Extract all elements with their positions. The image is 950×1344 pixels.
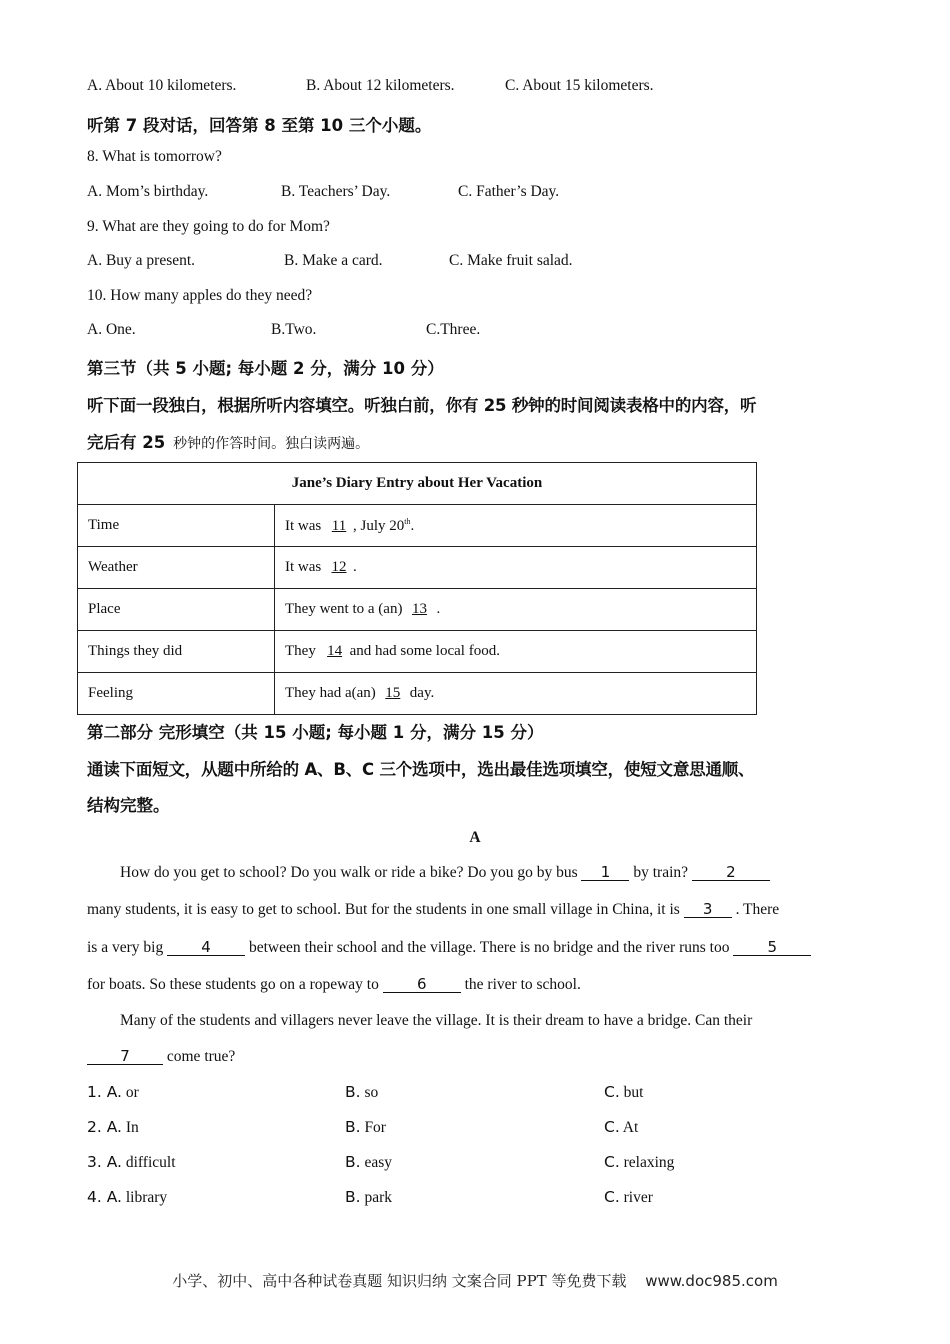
dialog7-instruction: 听第 7 段对话，回答第 8 至第 10 三个小题。 [87, 116, 432, 135]
cloze-blank-6[interactable]: 6 [383, 976, 461, 993]
passage-text: . There [731, 901, 780, 918]
q8-option-b: B. Teachers’ Day. [281, 183, 391, 200]
row-text-pre: It was [285, 517, 325, 534]
option-b[interactable]: park [364, 1189, 392, 1206]
page-footer [0, 1270, 950, 1291]
table-row [78, 547, 757, 589]
section3-instruction-2a: 完后有 25 [87, 433, 166, 452]
diary-table-header-row [78, 463, 757, 505]
passage-line-2 [87, 901, 779, 919]
q8-question: 8. What is tomorrow? [87, 148, 222, 165]
option-number: 4. A. [87, 1188, 122, 1206]
section3-instruction-2b: 秒钟的作答时间。独白读两遍。 [173, 436, 370, 452]
passage-line-4 [87, 976, 581, 994]
option-b-label: B. [345, 1083, 361, 1101]
cloze-blank-4[interactable]: 4 [167, 939, 245, 956]
option-c-label: C. [604, 1188, 620, 1206]
part2-title: 第二部分 完形填空（共 15 小题; 每小题 1 分，满分 15 分） [87, 723, 544, 742]
option-c-label: C. [604, 1118, 620, 1136]
q9-question: 9. What are they going to do for Mom? [87, 218, 330, 235]
table-row-value [275, 505, 757, 547]
diary-table-title: Jane’s Diary Entry about Her Vacation [78, 463, 757, 505]
table-row [78, 589, 757, 631]
passage-text: many students, it is easy to get to school. But for the students in one small village in China, it is [87, 901, 684, 918]
passage-title: A [469, 829, 481, 846]
table-row-key: Place [78, 589, 275, 631]
option-c-label: C. [604, 1153, 620, 1171]
answer-blank-15[interactable]: 15 [385, 685, 401, 701]
part2-instruction-1: 通读下面短文，从题中所给的 A、B、C 三个选项中，选出最佳选项填空，使短文意思通顺、 [87, 760, 755, 779]
row-text-end: . [410, 517, 415, 534]
table-row-value [275, 547, 757, 589]
table-row [78, 631, 757, 673]
option-b-label: B. [345, 1188, 361, 1206]
passage-text: for boats. So these students go on a ropeway to [87, 976, 383, 993]
option-a[interactable]: library [125, 1189, 168, 1206]
row-text-pre: It was [285, 559, 325, 575]
cloze-blank-7[interactable]: 7 [87, 1048, 163, 1065]
passage-line-6 [87, 1048, 235, 1066]
q8-option-c: C. Father’s Day. [458, 183, 560, 200]
passage-text: by train? [629, 864, 692, 881]
row-text-post: . [436, 601, 441, 617]
table-row [78, 505, 757, 547]
option-b[interactable]: For [364, 1119, 386, 1136]
q7-option-c: C. About 15 kilometers. [505, 77, 654, 94]
option-c-label: C. [604, 1083, 620, 1101]
q7-option-a: A. About 10 kilometers. [87, 77, 237, 94]
passage-text: the river to school. [460, 976, 581, 993]
table-row-key: Feeling [78, 673, 275, 715]
option-b-label: B. [345, 1118, 361, 1136]
q10-option-c: C.Three. [426, 321, 481, 338]
row-text-post: and had some local food. [349, 643, 500, 659]
table-row-value [275, 589, 757, 631]
row-text-pre: They went to a (an) [285, 601, 403, 617]
cloze-blank-1[interactable]: 1 [581, 864, 629, 881]
footer-text: 小学、初中、高中各种试卷真题 知识归纳 文案合同 PPT 等免费下载 [172, 1272, 627, 1290]
row-text-pre: They [285, 643, 320, 659]
section3-title: 第三节（共 5 小题; 每小题 2 分，满分 10 分） [87, 359, 444, 378]
passage-text: is a very big [87, 939, 168, 956]
cloze-blank-3[interactable]: 3 [684, 901, 732, 918]
option-b-label: B. [345, 1153, 361, 1171]
table-row [78, 673, 757, 715]
q9-option-a: A. Buy a present. [87, 252, 196, 269]
option-number: 2. A. [87, 1118, 122, 1136]
footer-url-link[interactable]: www.doc985.com [645, 1272, 778, 1290]
table-row-value [275, 631, 757, 673]
q8-option-a: A. Mom’s birthday. [87, 183, 209, 200]
section3-instruction-2 [87, 429, 369, 453]
row-superscript: th [404, 516, 411, 526]
option-a[interactable]: In [125, 1119, 139, 1136]
diary-table [77, 462, 757, 715]
table-row-key: Weather [78, 547, 275, 589]
passage-line-3 [87, 939, 811, 957]
q10-option-b: B.Two. [271, 321, 317, 338]
answer-blank-11[interactable]: 11 [331, 517, 347, 534]
passage-line-5: Many of the students and villagers never leave the village. It is their dream to have a bridge. Can their [120, 1012, 753, 1029]
passage-text: between their school and the village. There is no bridge and the river runs too [245, 939, 734, 956]
option-a[interactable]: difficult [125, 1154, 176, 1171]
row-text-post: , July 20 [353, 517, 405, 534]
row-text-pre: They had a(an) [285, 685, 376, 701]
answer-blank-13[interactable]: 13 [411, 601, 427, 617]
option-a[interactable]: or [125, 1084, 139, 1101]
option-number: 1. A. [87, 1083, 122, 1101]
q9-option-b: B. Make a card. [284, 252, 383, 269]
option-c[interactable]: At [622, 1119, 639, 1136]
row-text-post: . [353, 559, 357, 575]
cloze-blank-5[interactable]: 5 [733, 939, 811, 956]
table-row-key: Time [78, 505, 275, 547]
row-text-post: day. [409, 685, 435, 701]
q10-option-a: A. One. [87, 321, 136, 338]
option-number: 3. A. [87, 1153, 122, 1171]
part2-instruction-2: 结构完整。 [87, 796, 170, 815]
answer-blank-12[interactable]: 12 [331, 559, 347, 575]
section3-instruction-1: 听下面一段独白，根据所听内容填空。听独白前，你有 25 秒钟的时间阅读表格中的内容，听 [87, 396, 757, 415]
option-b[interactable]: so [364, 1084, 379, 1101]
option-b[interactable]: easy [364, 1154, 392, 1171]
table-row-key: Things they did [78, 631, 275, 673]
q7-option-b: B. About 12 kilometers. [306, 77, 455, 94]
passage-text: come true? [163, 1048, 236, 1065]
passage-text: How do you get to school? Do you walk or ride a bike? Do you go by bus [120, 864, 582, 881]
option-c[interactable]: river [623, 1189, 653, 1206]
q9-option-c: C. Make fruit salad. [449, 252, 573, 269]
table-row-value [275, 673, 757, 715]
option-c[interactable]: relaxing [623, 1154, 675, 1171]
answer-blank-14[interactable]: 14 [327, 643, 343, 659]
cloze-blank-2[interactable]: 2 [692, 864, 770, 881]
passage-line-1 [120, 864, 770, 882]
q10-question: 10. How many apples do they need? [87, 287, 313, 304]
option-c[interactable]: but [623, 1084, 644, 1101]
